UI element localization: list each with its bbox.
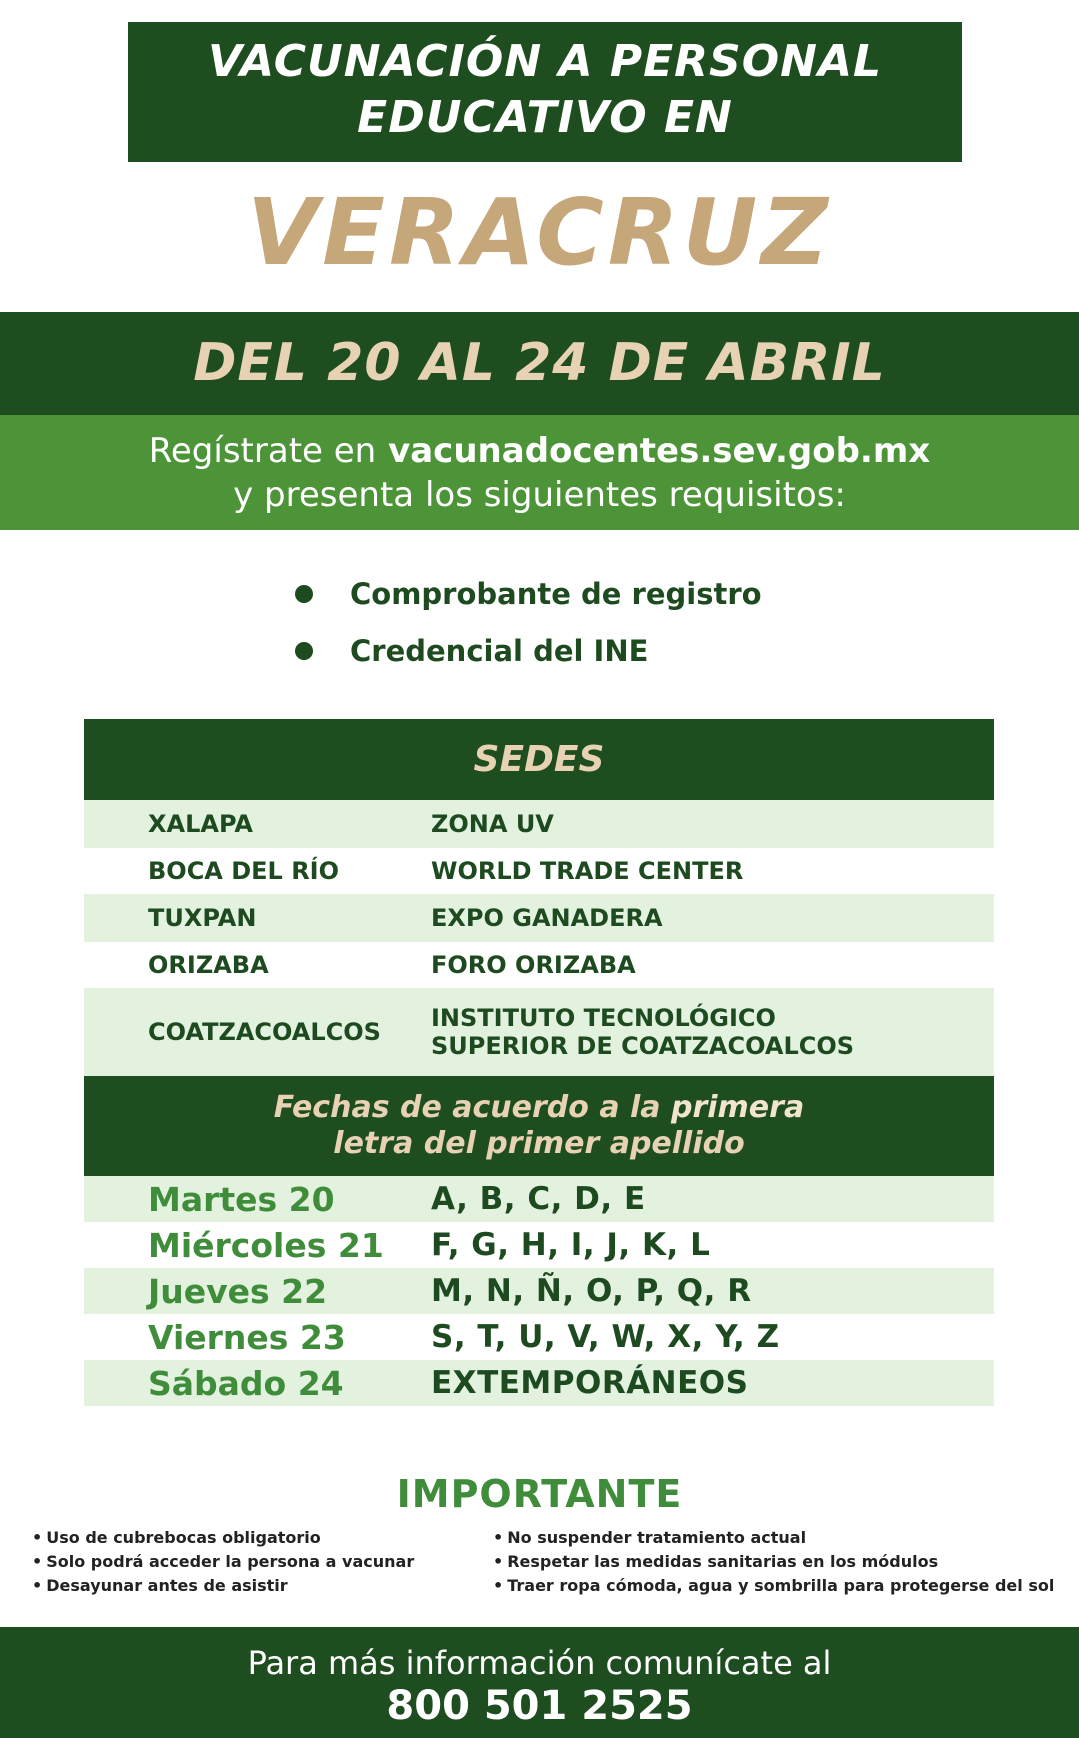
schedule-row xyxy=(84,1176,994,1222)
bullet-icon xyxy=(295,642,313,660)
date-range-banner: DEL 20 AL 24 DE ABRIL xyxy=(0,312,1079,415)
requirement-text: Comprobante de registro xyxy=(350,577,762,611)
important-notes-left xyxy=(32,1526,492,1598)
important-heading: IMPORTANTE xyxy=(396,1472,683,1516)
important-note: • No suspender tratamiento actual xyxy=(493,1526,1053,1550)
registration-line-1 xyxy=(0,429,1079,473)
schedule-letters: EXTEMPORÁNEOS xyxy=(431,1365,749,1401)
schedule-day: Sábado 24 xyxy=(148,1363,344,1403)
registration-banner xyxy=(0,415,1079,530)
title-line-2: EDUCATIVO EN xyxy=(357,92,733,143)
important-note: • Traer ropa cómoda, agua y sombrilla para protegerse del sol xyxy=(493,1574,1053,1598)
footer-text: Para más información comunícate al xyxy=(247,1644,832,1682)
schedule-row xyxy=(84,1222,994,1268)
bullet-icon xyxy=(295,585,313,603)
schedule-day: Viernes 23 xyxy=(148,1317,346,1357)
sede-city: COATZACOALCOS xyxy=(148,1018,381,1046)
requirement-item xyxy=(292,570,892,627)
top-strip xyxy=(0,0,1079,22)
sede-venue-line: INSTITUTO TECNOLÓGICO xyxy=(431,1004,776,1032)
requirements-list xyxy=(292,570,892,684)
schedule-letters: F, G, H, I, J, K, L xyxy=(431,1227,711,1263)
registration-prefix: Regístrate en xyxy=(148,431,377,471)
schedule-heading-line-1 xyxy=(84,1090,994,1126)
sede-venue xyxy=(431,857,994,885)
footer-banner xyxy=(0,1627,1079,1738)
requirement-item xyxy=(292,627,892,684)
important-notes-right xyxy=(493,1526,1053,1598)
sede-venue xyxy=(431,951,994,979)
state-name: VERACRUZ xyxy=(246,179,833,286)
title-banner xyxy=(128,22,962,162)
title-line-1: VACUNACIÓN A PERSONAL xyxy=(207,36,883,87)
schedule-letters: M, N, Ñ, O, P, Q, R xyxy=(431,1273,752,1309)
sede-row xyxy=(84,894,994,942)
sedes-table xyxy=(84,719,994,1406)
sede-city: BOCA DEL RÍO xyxy=(148,857,340,885)
important-note: • Respetar las medidas sanitarias en los módulos xyxy=(493,1550,1053,1574)
registration-url: vacunadocentes.sev.gob.mx xyxy=(388,431,931,471)
sede-city: ORIZABA xyxy=(148,951,269,979)
schedule-heading xyxy=(84,1076,994,1176)
sedes-heading: SEDES xyxy=(84,719,994,800)
schedule-letters: S, T, U, V, W, X, Y, Z xyxy=(431,1319,780,1355)
sede-venue-line: EXPO GANADERA xyxy=(431,904,663,932)
schedule-day: Jueves 22 xyxy=(148,1271,328,1311)
sede-venue-line: SUPERIOR DE COATZACOALCOS xyxy=(431,1032,855,1060)
sede-row xyxy=(84,988,994,1076)
sede-row xyxy=(84,800,994,848)
registration-line-2: y presenta los siguientes requisitos: xyxy=(233,475,846,515)
schedule-day: Martes 20 xyxy=(148,1179,335,1219)
sede-venue-line: FORO ORIZABA xyxy=(431,951,636,979)
sede-venue xyxy=(431,1004,994,1060)
schedule-row xyxy=(84,1268,994,1314)
sede-venue-line: ZONA UV xyxy=(431,810,554,838)
sede-venue xyxy=(431,904,994,932)
sede-row xyxy=(84,848,994,894)
schedule-day: Miércoles 21 xyxy=(148,1225,384,1265)
schedule-heading-highlight: primera xyxy=(670,1090,805,1125)
important-note: • Desayunar antes de asistir xyxy=(32,1574,492,1598)
sede-city: XALAPA xyxy=(148,810,253,838)
important-note: • Uso de cubrebocas obligatorio xyxy=(32,1526,492,1550)
sede-city: TUXPAN xyxy=(148,904,257,932)
sede-row xyxy=(84,942,994,988)
requirement-text: Credencial del INE xyxy=(350,634,649,668)
schedule-letters: A, B, C, D, E xyxy=(431,1181,646,1217)
schedule-heading-text: Fechas de acuerdo a la xyxy=(273,1090,661,1125)
schedule-row xyxy=(84,1314,994,1360)
important-note: • Solo podrá acceder la persona a vacunar xyxy=(32,1550,492,1574)
sede-venue xyxy=(431,810,994,838)
footer-phone: 800 501 2525 xyxy=(386,1683,693,1729)
schedule-heading-line-2: letra del primer apellido xyxy=(333,1126,745,1161)
sede-venue-line: WORLD TRADE CENTER xyxy=(431,857,744,885)
schedule-row xyxy=(84,1360,994,1406)
